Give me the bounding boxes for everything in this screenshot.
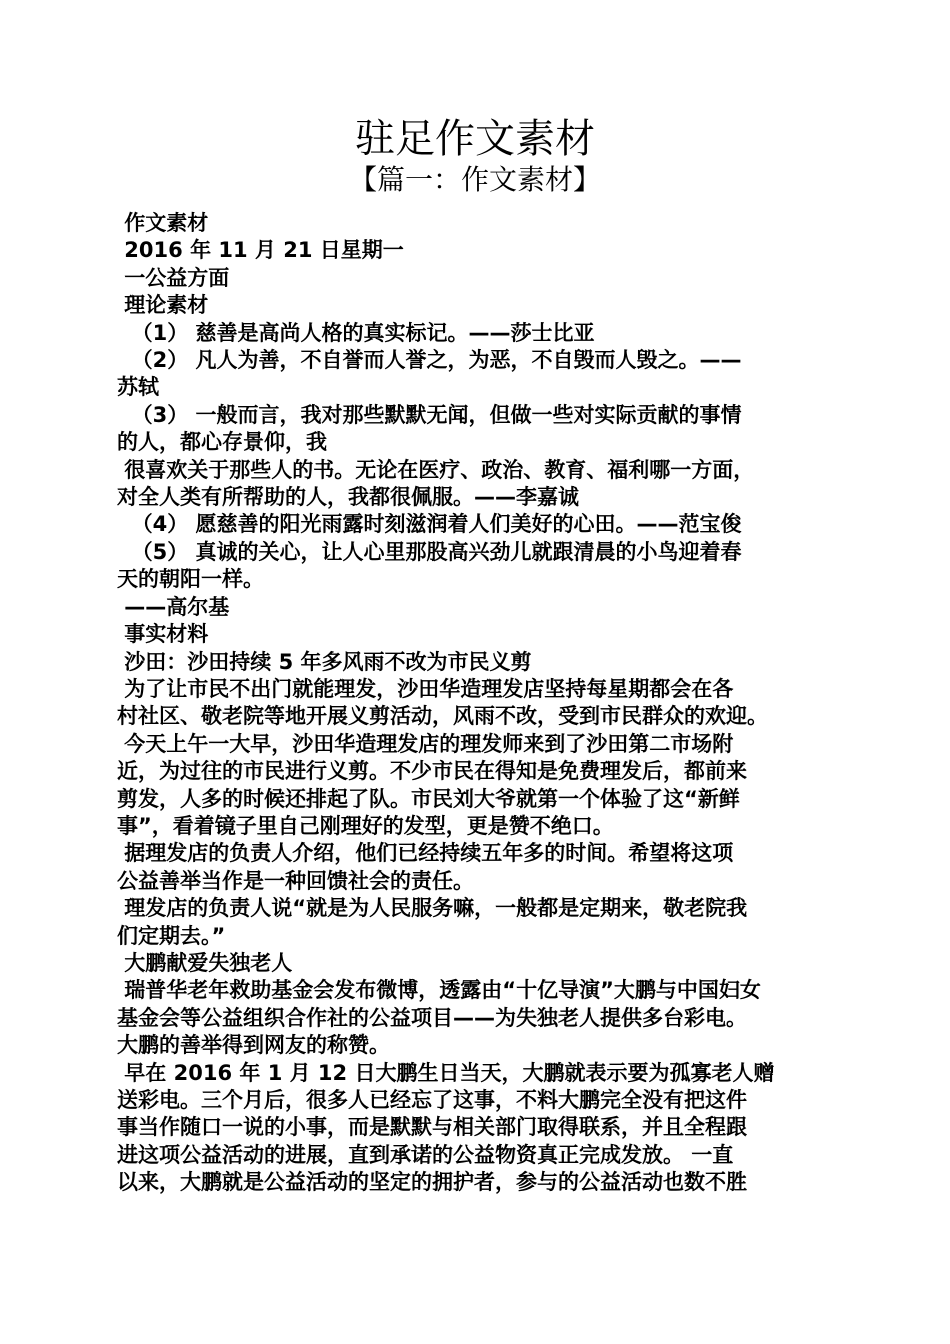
text-line: 村社区、敬老院等地开展义剪活动，风雨不改，受到市民群众的欢迎。 [117, 704, 768, 729]
text-line: 事当作随口一说的小事，而是默默与相关部门取得联系，并且全程跟 [117, 1115, 747, 1140]
text-line: 事实材料 [117, 622, 209, 647]
document-body [117, 210, 857, 1197]
text-line: 公益善举当作是一种回馈社会的责任。 [117, 868, 474, 893]
text-line: 瑞普华老年救助基金会发布微博，透露由“十亿导演”大鹏与中国妇女 [117, 978, 761, 1003]
text-line: （5） 真诚的关心，让人心里那股高兴劲儿就跟清晨的小鸟迎着春 [117, 539, 742, 564]
text-line: 大鹏献爱失独老人 [117, 950, 293, 975]
text-line: 沙田：沙田持续 5 年多风雨不改为市民义剪 [117, 649, 532, 674]
text-line: 理发店的负责人说“就是为人民服务嘛，一般都是定期来，敬老院我 [117, 896, 748, 921]
text-line: 们定期去。” [117, 923, 226, 948]
text-line: 事”，看着镜子里自己刚理好的发型，更是赞不绝口。 [117, 813, 614, 838]
text-line: 基金会等公益组织合作社的公益项目——为失独老人提供多台彩电。 [117, 1005, 747, 1030]
text-line: 对全人类有所帮助的人，我都很佩服。——李嘉诚 [117, 485, 579, 510]
text-line: 很喜欢关于那些人的书。无论在医疗、政治、教育、福利哪一方面， [117, 457, 755, 482]
text-line: （1） 慈善是高尚人格的真实标记。——莎士比亚 [117, 320, 595, 345]
text-line: 作文素材 [117, 211, 209, 235]
text-line: ——高尔基 [117, 594, 230, 619]
text-line: 2016 年 11 月 21 日星期一 [117, 238, 404, 263]
text-line: 苏轼 [117, 375, 159, 400]
text-line: 剪发，人多的时候还排起了队。市民刘大爷就第一个体验了这“新鲜 [117, 786, 740, 811]
text-line: 进这项公益活动的进展，直到承诺的公益物资真正完成发放。 一直 [117, 1142, 734, 1167]
text-line: 一公益方面 [117, 265, 230, 290]
text-line: （2） 凡人为善，不自誉而人誉之，为恶，不自毁而人毁之。—— [117, 348, 742, 373]
text-line: 为了让市民不出门就能理发，沙田华造理发店坚持每星期都会在各 [117, 676, 734, 701]
text-line: 今天上午一大早，沙田华造理发店的理发师来到了沙田第二市场附 [117, 731, 734, 756]
text-line: 送彩电。三个月后，很多人已经忘了这事，不料大鹏完全没有把这件 [117, 1088, 747, 1112]
text-line: 据理发店的负责人介绍，他们已经持续五年多的时间。希望将这项 [117, 841, 734, 866]
text-line: （4） 愿慈善的阳光雨露时刻滋润着人们美好的心田。——范宝俊 [117, 512, 742, 537]
text-line: 的人，都心存景仰，我 [117, 430, 327, 455]
text-line: 大鹏的善举得到网友的称赞。 [117, 1033, 390, 1058]
text-line: 以来，大鹏就是公益活动的坚定的拥护者，参与的公益活动也数不胜 [117, 1170, 747, 1195]
text-line: （3） 一般而言，我对那些默默无闻，但做一些对实际贡献的事情 [117, 402, 742, 427]
text-line: 天的朝阳一样。 [117, 567, 264, 592]
document-title: 驻足作文素材 [355, 116, 595, 162]
text-line: 理论素材 [117, 293, 209, 318]
text-line: 早在 2016 年 1 月 12 日大鹏生日当天，大鹏就表示要为孤寡老人赠 [117, 1060, 775, 1085]
document-subtitle: 【篇一：作文素材】 [348, 163, 601, 196]
text-line: 近，为过往的市民进行义剪。不少市民在得知是免费理发后，都前来 [117, 759, 747, 784]
